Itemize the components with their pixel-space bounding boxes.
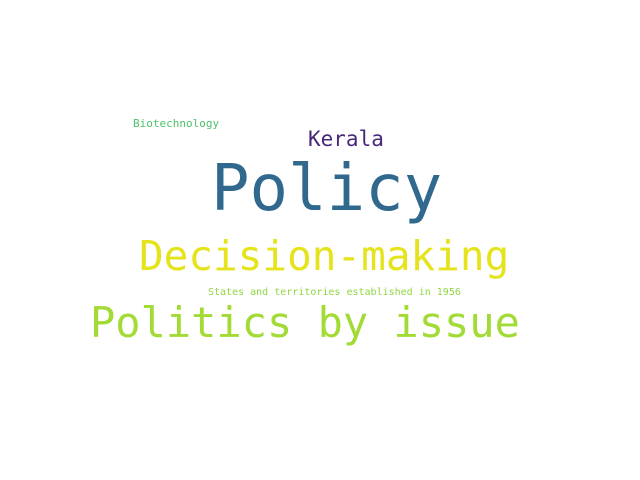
word-politics-by-issue: Politics by issue	[90, 298, 520, 347]
word-decision-making: Decision-making	[139, 232, 510, 280]
word-biotechnology: Biotechnology	[133, 117, 220, 130]
word-kerala: Kerala	[308, 127, 384, 151]
word-states-and-territories: States and territories established in 1956	[208, 287, 461, 298]
word-policy: Policy	[211, 152, 443, 226]
